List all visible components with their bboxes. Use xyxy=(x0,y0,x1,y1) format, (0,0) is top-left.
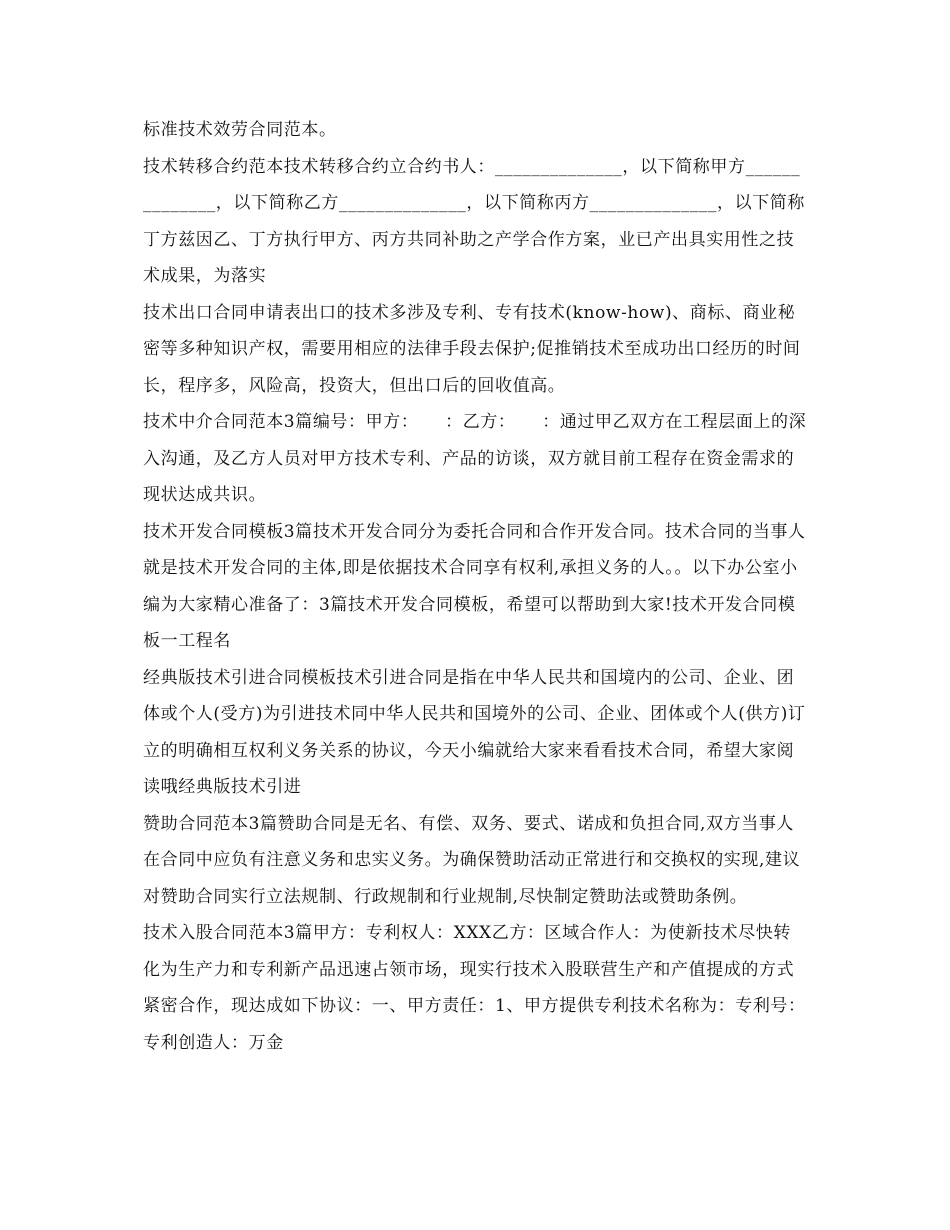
paragraph-technology-intermediary: 技术中介合同范本3篇编号：甲方： ：乙方： ：通过甲乙双方在工程层面上的深入沟通，及乙方人员对甲方技术专利、产品的访谈，双方就目前工程存在资金需求的现状达成共识。 xyxy=(143,412,807,505)
paragraph-title: 标准技术效劳合同范本。 xyxy=(143,120,337,140)
paragraph-technology-export: 技术出口合同申请表出口的技术多涉及专利、专有技术(know-how)、商标、商业秘密等多种知识产权，需要用相应的法律手段去保护;促推销技术至成功出口经历的时间长，程序多，风险高，投资大，但出口后的回收值高。 xyxy=(143,302,801,396)
paragraph-sponsorship: 赞助合同范本3篇赞助合同是无名、有偿、双务、要式、诺成和负担合同,双方当事人在合同中应负有注意义务和忠实义务。为确保赞助活动正常进行和交换权的实现,建议对赞助合同实行立法规制、行政规制和行业规制,尽快制定赞助法或赞助条例。 xyxy=(143,813,801,907)
document-body xyxy=(143,112,808,1061)
paragraph-technology-development: 技术开发合同模板3篇技术开发合同分为委托合同和合作开发合同。技术合同的当事人就是技术开发合同的主体,即是依据技术合同享有权利,承担义务的人。。以下办公室小编为大家精心准备了：3篇技术开发合同模板，希望可以帮助到大家!技术开发合同模板一工程名 xyxy=(143,521,806,651)
paragraph-technology-import: 经典版技术引进合同模板技术引进合同是指在中华人民共和国境内的公司、企业、团体或个人(受方)为引进技术同中华人民共和国境外的公司、企业、团体或个人(供方)订立的明确相互权利义务关系的协议，今天小编就给大家来看看技术合同，希望大家阅读哦经典版技术引进 xyxy=(143,667,806,797)
paragraph-technology-equity: 技术入股合同范本3篇甲方：专利权人：XXX乙方：区域合作人：为使新技术尽快转化为生产力和专利新产品迅速占领市场，现实行技术入股联营生产和产值提成的方式紧密合作，现达成如下协议：一、甲方责任：1、甲方提供专利技术名称为：专利号：专利创造人：万金 xyxy=(143,923,806,1053)
paragraph-technology-transfer: 技术转移合约范本技术转移合约立合约书人：______________，以下简称甲方______________，以下简称乙方______________，以下简称丙方______________，以下简称丁方兹因乙、丁方执行甲方、丙方共同补助之产学合作方案，业已产出具实用性之技术成果，为落实 xyxy=(143,156,805,286)
